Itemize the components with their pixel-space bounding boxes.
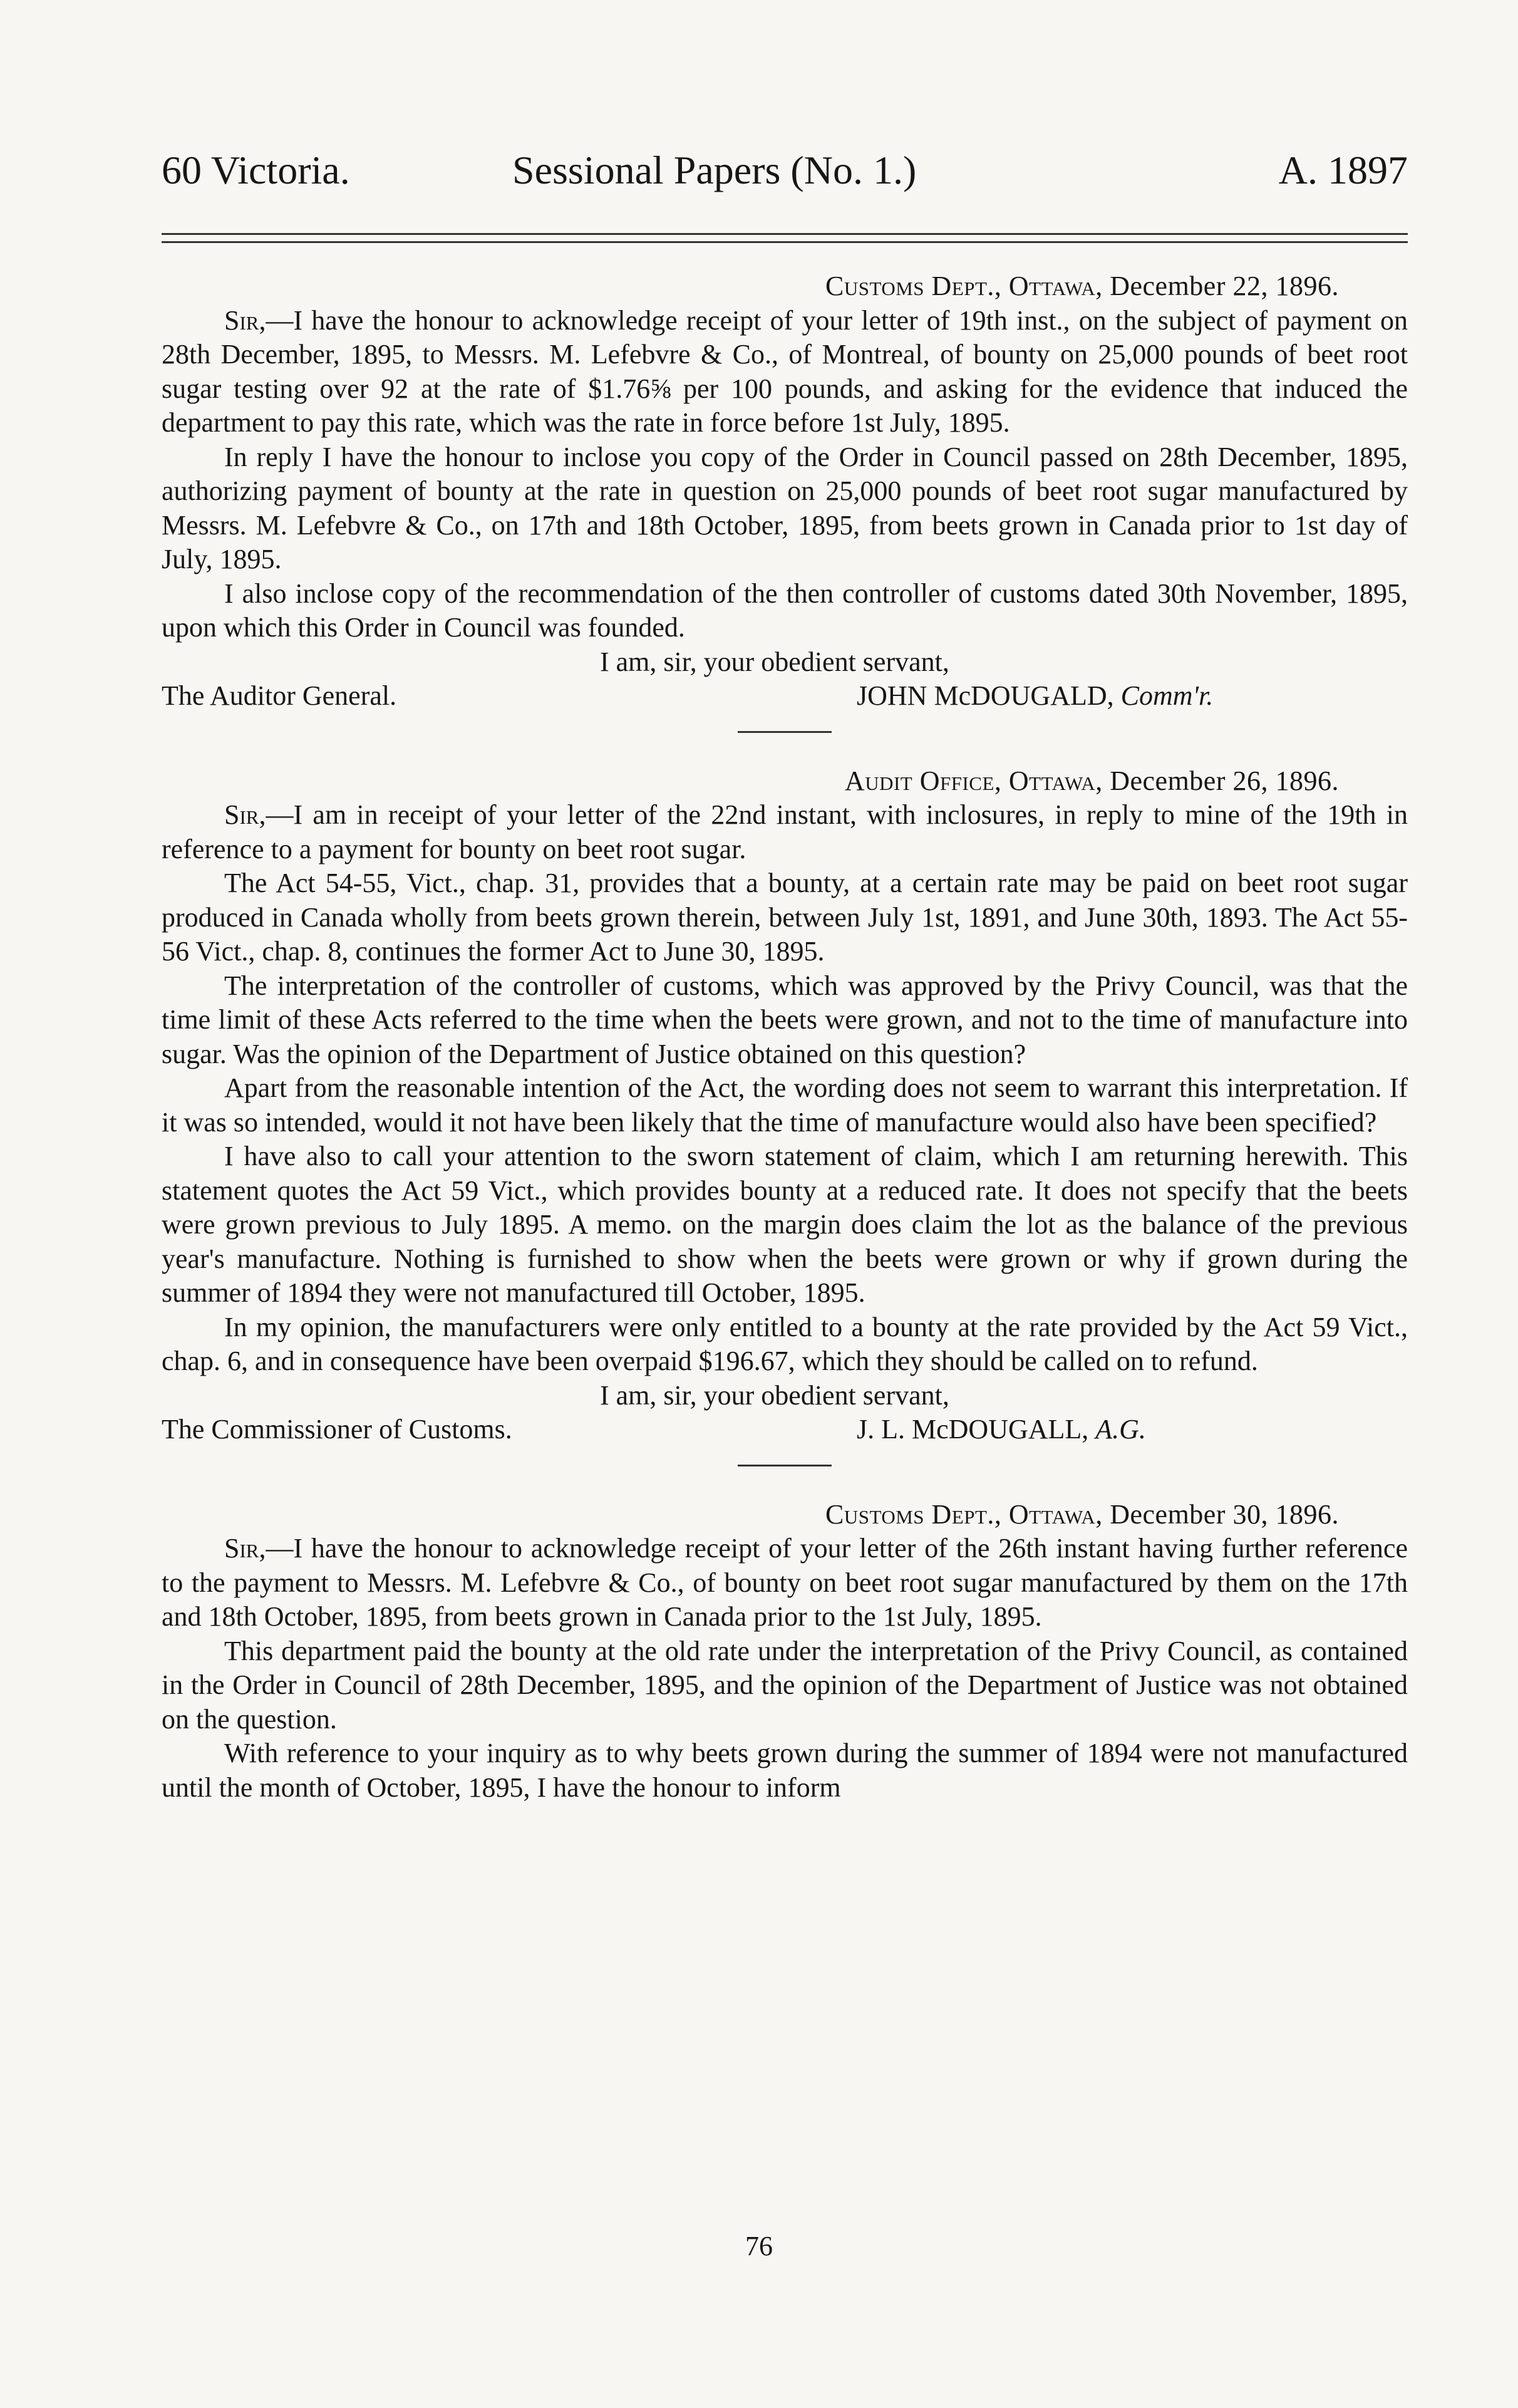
letter-2-paragraph-2: The Act 54-55, Vict., chap. 31, provides that a bounty, at a certain rate may be paid on beet root sugar produced in Canada wholly from beets grown therein, between July 1st, 1891, and June 30th, 1893. The Act 55-56 Vict., chap. 8, continues the former Act to June 30, 1895. bbox=[162, 868, 1408, 967]
addressee: The Commissioner of Customs. bbox=[162, 1414, 512, 1445]
dateline-date: December 26, 1896. bbox=[1110, 765, 1339, 796]
letter-1-paragraph-3: I also inclose copy of the recommendation of the then controller of customs dated 30th November, 1895, upon which this Order in Council was founded. bbox=[162, 578, 1408, 643]
signature bbox=[857, 1413, 1146, 1447]
letter-2-closing: I am, sir, your obedient servant, bbox=[600, 1379, 949, 1411]
letter-1-paragraph-1 bbox=[162, 304, 1408, 440]
paragraph-text: —I have the honour to acknowledge receipt of your letter of the 26th instant having further reference to the payment to Messrs. M. Lefebvre & Co., of bounty on beet root sugar manufactured by them on the 17th and 18th October, 1895, from beets grown in Canada prior to the 1st July, 1895. bbox=[162, 1533, 1408, 1632]
signature bbox=[857, 679, 1213, 714]
dateline-place: Audit Office, Ottawa, bbox=[844, 765, 1103, 796]
letter-separator-rule bbox=[738, 731, 832, 733]
letter-3 bbox=[162, 1498, 1408, 1805]
letter-2-paragraph-5: I have also to call your attention to the sworn statement of claim, which I am returning herewith. This statement quotes the Act 59 Vict., which provides bounty at a reduced rate. It does not specify that the beets were grown previous to July 1895. A memo. on the margin does claim the lot as the balance of the previous year's manufacture. Nothing is furnished to show when the beets were grown or why if grown during the summer of 1894 they were not manufactured till October, 1895. bbox=[162, 1141, 1408, 1308]
dateline-date: December 22, 1896. bbox=[1110, 271, 1339, 301]
running-head bbox=[162, 147, 1408, 204]
letter-1-paragraph-2: In reply I have the honour to inclose you copy of the Order in Council passed on 28th December, 1895, authorizing payment of bounty at the rate in question on 25,000 pounds of beet root sugar manufactured by Messrs. M. Lefebvre & Co., on 17th and 18th October, 1895, from beets grown in Canada prior to 1st day of July, 1895. bbox=[162, 441, 1408, 574]
letter-2-paragraph-3: The interpretation of the controller of customs, which was approved by the Privy Council, was that the time limit of these Acts referred to the time when the beets were grown, and not to the time of manufacture into sugar. Was the opinion of the Department of Justice obtained on this question? bbox=[162, 970, 1408, 1069]
addressee: The Auditor General. bbox=[162, 680, 397, 711]
salutation: Sir, bbox=[224, 1533, 266, 1564]
header-double-rule bbox=[162, 233, 1408, 243]
letter-2-dateline bbox=[162, 764, 1408, 799]
letter-3-dateline bbox=[162, 1498, 1408, 1532]
letter-2-paragraph-6: In my opinion, the manufacturers were only entitled to a bounty at the rate provided by the Act 59 Vict., chap. 6, and in consequence have been overpaid $196.67, which they should be called on to refund. bbox=[162, 1311, 1408, 1376]
dateline-place: Customs Dept., Ottawa, bbox=[825, 271, 1103, 301]
letter-1 bbox=[162, 269, 1408, 714]
signature-name: JOHN McDOUGALD, bbox=[857, 680, 1114, 711]
signature-name: J. L. McDOUGALL, bbox=[857, 1414, 1089, 1445]
letter-separator-rule bbox=[738, 1465, 832, 1466]
dateline-date: December 30, 1896. bbox=[1110, 1498, 1339, 1530]
letter-3-paragraph-2: This department paid the bounty at the old rate under the interpretation of the Privy Council, as contained in the Order in Council of 28th December, 1895, and the opinion of the Department of Justice was not obtained on the question. bbox=[162, 1635, 1408, 1735]
running-head-series: Sessional Papers (No. 1.) bbox=[512, 148, 917, 192]
letter-2-paragraph-4: Apart from the reasonable intention of the Act, the wording does not seem to warrant this interpretation. If it was so intended, would it not have been likely that the time of manufacture would also have been specified? bbox=[162, 1072, 1408, 1138]
letter-2 bbox=[162, 764, 1408, 1447]
salutation: Sir, bbox=[224, 799, 266, 830]
running-head-year: A. 1897 bbox=[1278, 148, 1408, 192]
letter-1-dateline bbox=[162, 269, 1408, 304]
letter-1-signature-row bbox=[162, 679, 1408, 714]
letter-1-closing: I am, sir, your obedient servant, bbox=[600, 646, 949, 677]
body-text bbox=[162, 269, 1408, 1805]
paragraph-text: —I have the honour to acknowledge receipt of your letter of 19th inst., on the subject of payment on 28th December, 1895, to Messrs. M. Lefebvre & Co., of Montreal, of bounty on 25,000 pounds of beet root sugar testing over 92 at the rate of $1.76⅝ per 100 pounds, and asking for the evidence that induced the department to pay this rate, which was the rate in force before 1st July, 1895. bbox=[162, 304, 1408, 438]
dateline-place: Customs Dept., Ottawa, bbox=[825, 1498, 1103, 1530]
letter-2-signature-row bbox=[162, 1413, 1408, 1447]
signature-title: Comm'r. bbox=[1120, 680, 1214, 711]
letter-2-paragraph-1 bbox=[162, 798, 1408, 866]
paragraph-text: —I am in receipt of your letter of the 22nd instant, with inclosures, in reply to mine of the 19th in reference to a payment for bounty on beet root sugar. bbox=[162, 799, 1408, 864]
running-head-volume: 60 Victoria. bbox=[162, 148, 350, 192]
letter-3-paragraph-1 bbox=[162, 1532, 1408, 1634]
page-number: 76 bbox=[745, 2231, 773, 2261]
signature-title: A.G. bbox=[1095, 1414, 1146, 1445]
salutation: Sir, bbox=[224, 304, 266, 336]
letter-3-paragraph-3: With reference to your inquiry as to why beets grown during the summer of 1894 were not manufactured until the month of October, 1895, I have the honour to inform bbox=[162, 1738, 1408, 1803]
